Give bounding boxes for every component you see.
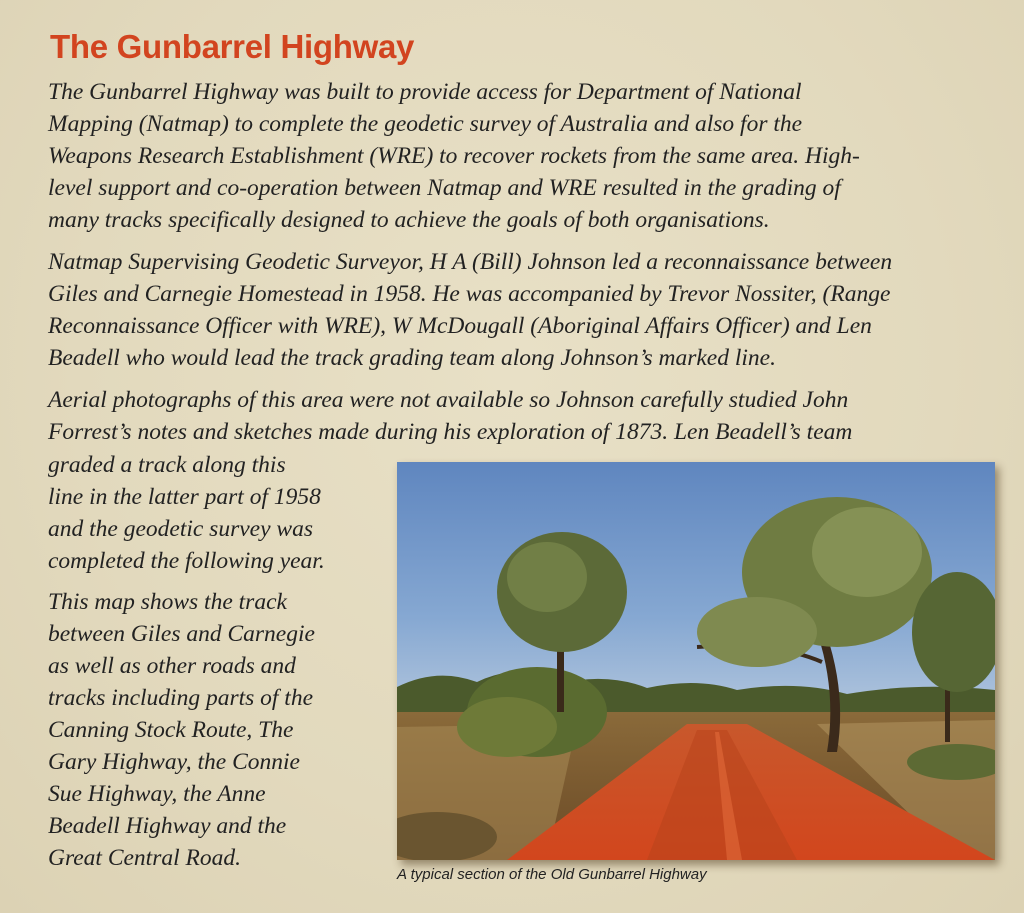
text-line: Mapping (Natmap) to complete the geodetic survey of Australia and also for the [48,111,803,137]
text-line: tracks including parts of the [48,685,314,711]
text-line: line in the latter part of 1958 [48,484,321,510]
paragraph-reconnaissance [48,246,892,374]
left-tree-canopy-highlight [507,542,587,612]
text-line: level support and co-operation between Natmap and WRE resulted in the grading of [48,175,841,201]
text-line: Weapons Research Establishment (WRE) to recover rockets from the same area. High- [48,143,860,169]
text-line: Aerial photographs of this area were not available so Johnson carefully studied John [48,387,849,413]
text-line: graded a track along this [48,452,286,478]
text-line: Sue Highway, the Anne [48,781,266,807]
text-line: Great Central Road. [48,845,241,871]
text-line: as well as other roads and [48,653,296,679]
text-line: many tracks specifically designed to achieve the goals of both organisations. [48,207,770,233]
text-line: The Gunbarrel Highway was built to provide access for Department of National [48,79,802,105]
photo-caption: A typical section of the Old Gunbarrel Highway [397,866,707,883]
text-line: Beadell Highway and the [48,813,287,839]
text-line: completed the following year. [48,548,325,574]
page-title: The Gunbarrel Highway [50,28,415,65]
text-line: and the geodetic survey was [48,516,313,542]
text-line: Canning Stock Route, The [48,717,294,743]
text-line: between Giles and Carnegie [48,621,315,647]
paragraph-track-graded [48,449,325,577]
text-line: Beadell who would lead the track grading team along Johnson’s marked line. [48,345,776,371]
text-line: Natmap Supervising Geodetic Surveyor, H A (Bill) Johnson led a reconnaissance between [48,249,893,275]
outback-road-illustration [397,462,995,860]
paragraph-map-description [48,586,315,874]
paragraph-intro [48,76,860,236]
text-line: This map shows the track [48,589,287,615]
left-bush-highlight [457,697,557,757]
outback-road-photo [397,462,995,860]
text-line: Giles and Carnegie Homestead in 1958. He was accompanied by Trevor Nossiter, (Range [48,281,891,307]
text-line: Reconnaissance Officer with WRE), W McDougall (Aboriginal Affairs Officer) and Len [48,313,872,339]
right-tree-canopy-highlight [812,507,922,597]
text-line: Forrest’s notes and sketches made during his exploration of 1873. Len Beadell’s team [48,419,853,445]
paragraph-aerial-photographs [48,384,852,448]
text-line: Gary Highway, the Connie [48,749,300,775]
right-tree-canopy-lower [697,597,817,667]
